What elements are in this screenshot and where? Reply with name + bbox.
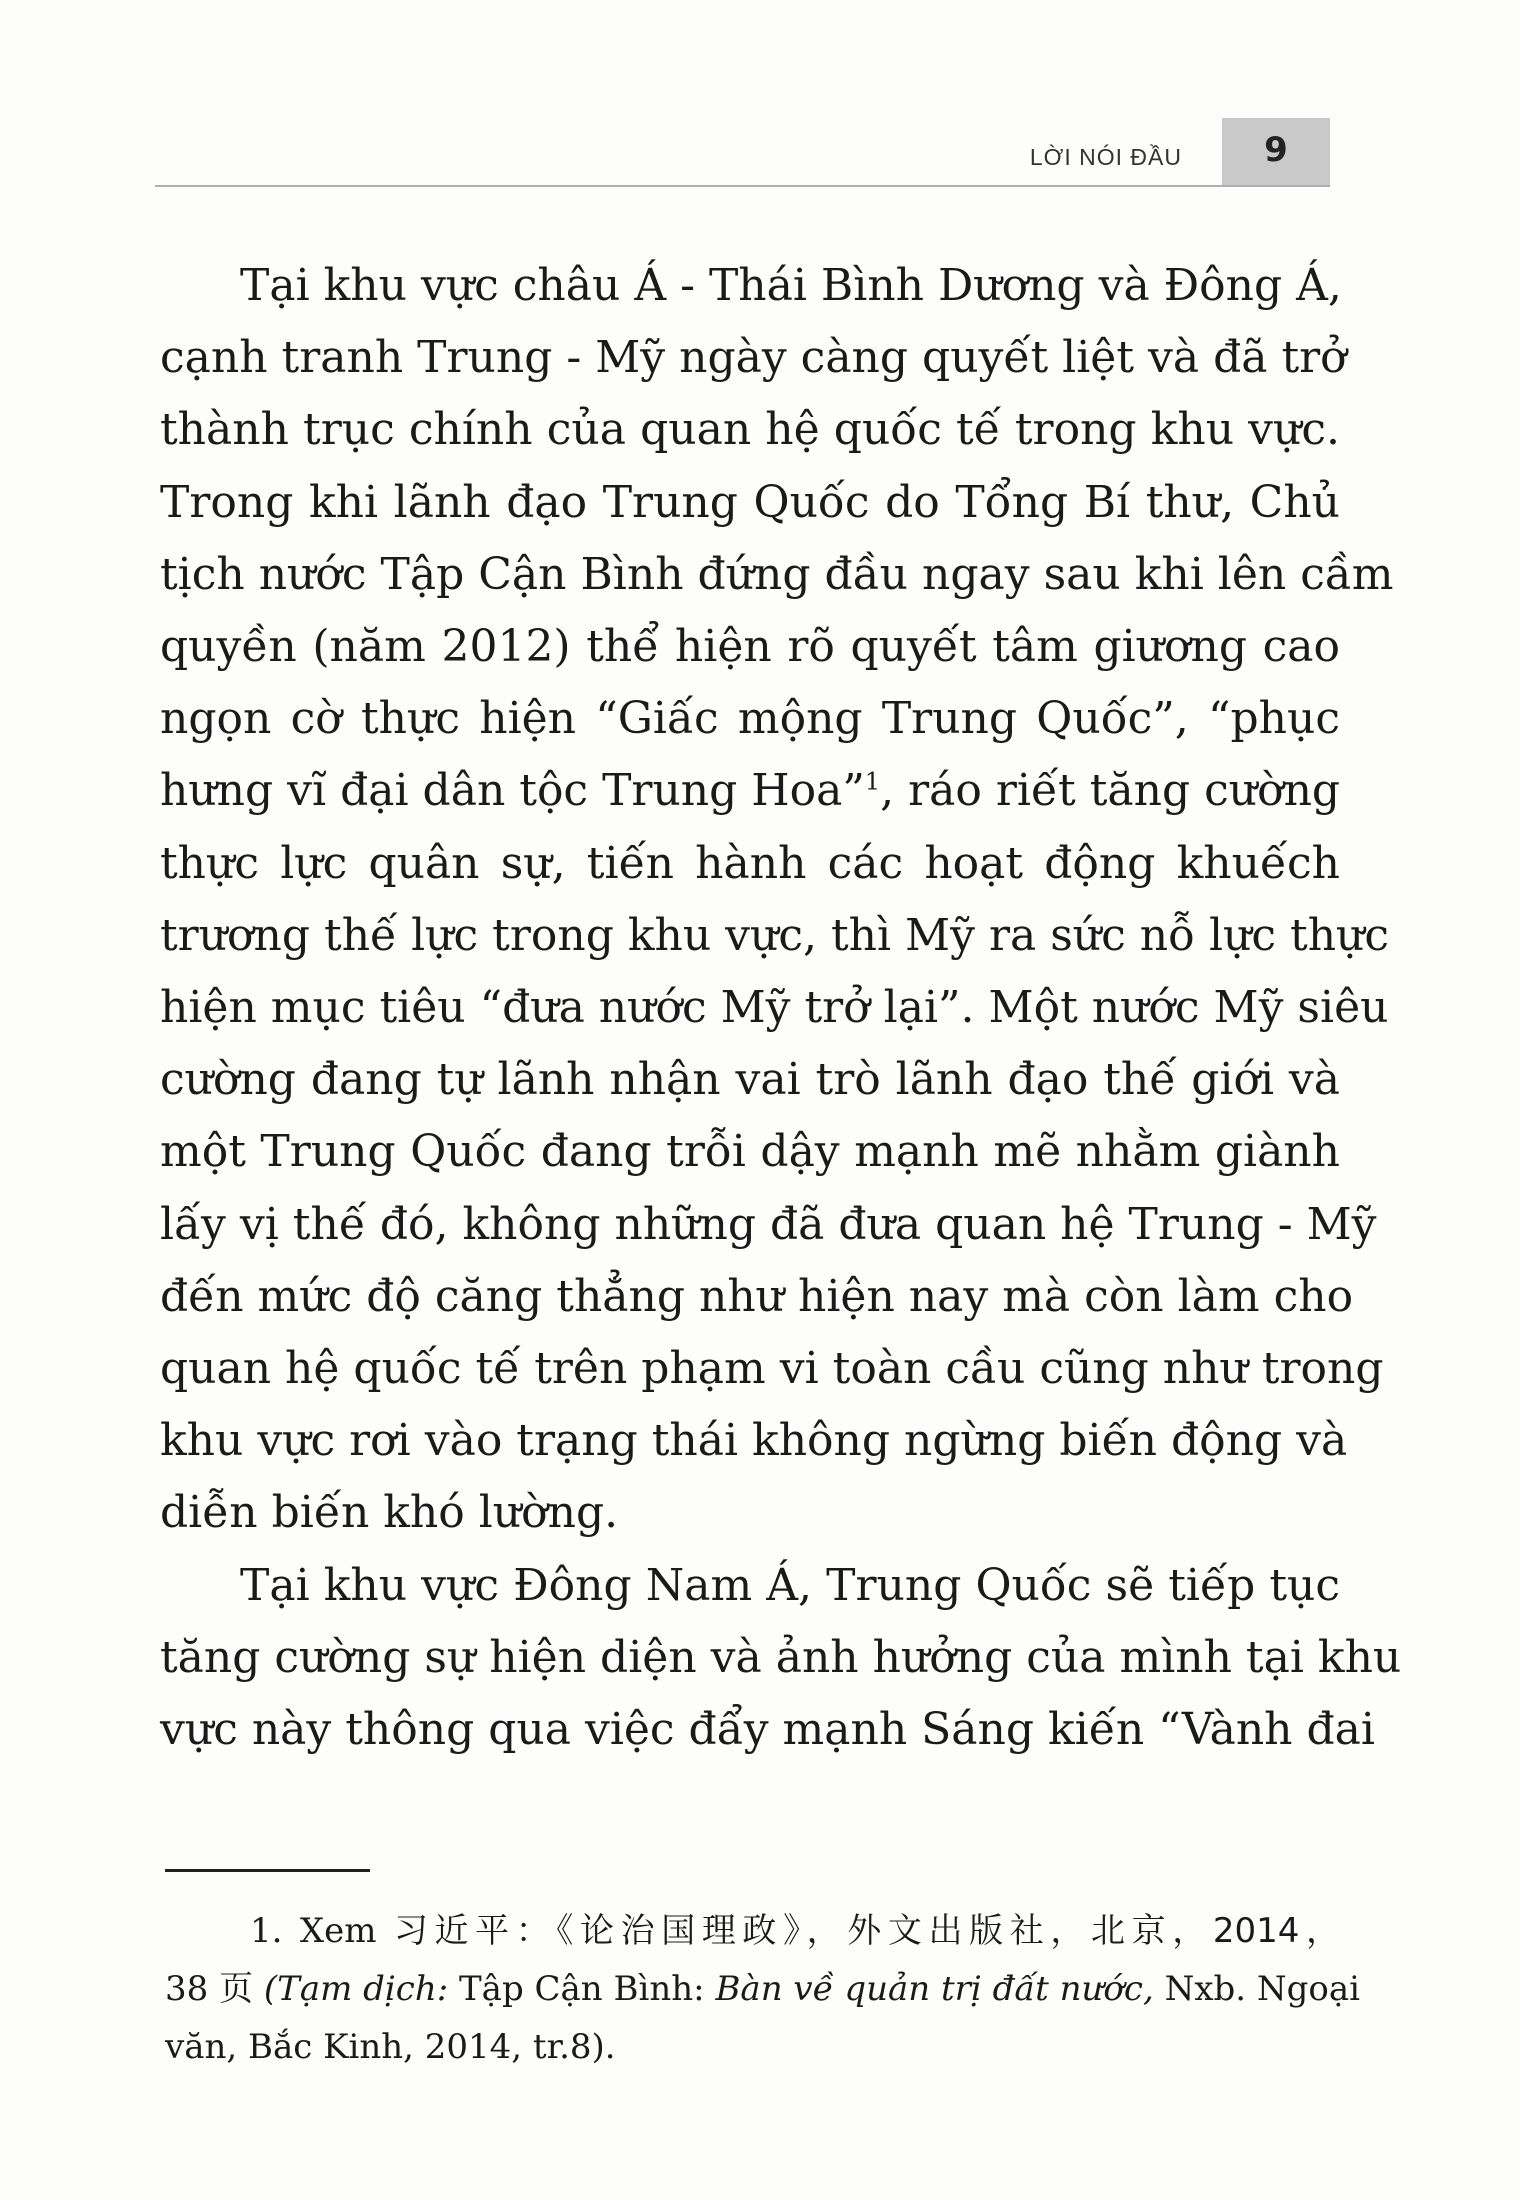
text-line: quyền (năm 2012) thể hiện rõ quyết tâm giương cao — [160, 621, 1340, 673]
text-line: lấy vị thế đó, không những đã đưa quan hệ Trung - Mỹ — [160, 1198, 1377, 1250]
text-line: thành trục chính của quan hệ quốc tế trong khu vực. — [160, 404, 1340, 456]
text-line: Tại khu vực châu Á - Thái Bình Dương và Đông Á, — [240, 260, 1342, 311]
chapter-title: LỜI NÓI ĐẦU — [1029, 144, 1182, 170]
page-number: 9 — [1264, 130, 1288, 170]
text-line: một Trung Quốc đang trỗi dậy mạnh mẽ nhằm giành — [160, 1126, 1340, 1178]
footnote-line: văn, Bắc Kinh, 2014, tr.8). — [165, 2027, 616, 2067]
header-rule — [155, 185, 1330, 187]
text-line: thực lực quân sự, tiến hành các hoạt động khuếch — [160, 837, 1340, 889]
text-line: đến mức độ căng thẳng như hiện nay mà còn làm cho — [160, 1270, 1354, 1322]
running-header — [155, 118, 1330, 188]
text-segment: , ráo riết tăng cường — [880, 765, 1341, 817]
text-line: tịch nước Tập Cận Bình đứng đầu ngay sau khi lên cầm — [160, 548, 1394, 600]
footnote-number: 1. Xem — [250, 1911, 377, 1951]
footnote-publisher: Nxb. Ngoại — [1164, 1969, 1361, 2009]
footnote-separator — [165, 1869, 370, 1872]
text-line: trương thế lực trong khu vực, thì Mỹ ra sức nỗ lực thực — [160, 909, 1390, 961]
text-line: ngọn cờ thực hiện “Giấc mộng Trung Quốc”, “phục — [160, 693, 1340, 745]
body-text — [160, 250, 1402, 1766]
text-segment: hưng vĩ đại dân tộc Trung Hoa” — [160, 765, 865, 817]
text-line: cường đang tự lãnh nhận vai trò lãnh đạo thế giới và — [160, 1054, 1340, 1106]
text-line: hiện mục tiêu “đưa nước Mỹ trở lại”. Một nước Mỹ siêu — [160, 982, 1389, 1034]
text-line: Trong khi lãnh đạo Trung Quốc do Tổng Bí thư, Chủ — [160, 476, 1340, 528]
footnote-line — [165, 1902, 1340, 1960]
footnote-tam-dich-label: (Tạm dịch: — [263, 1969, 449, 2009]
footnote-reference[interactable]: 1 — [864, 767, 881, 796]
text-line: diễn biến khó lường. — [160, 1487, 619, 1539]
text-line: vực này thông qua việc đẩy mạnh Sáng kiến “Vành đai — [160, 1704, 1375, 1756]
footnote-pages: 38 页 — [165, 1969, 254, 2009]
text-line: tăng cường sự hiện diện và ảnh hưởng của mình tại khu — [160, 1631, 1402, 1683]
footnote-author: Tập Cận Bình: — [459, 1969, 705, 2009]
footnote-line — [165, 1960, 1361, 2018]
footnote-book-title: Bàn về quản trị đất nước, — [715, 1969, 1154, 2009]
text-line: Tại khu vực Đông Nam Á, Trung Quốc sẽ tiếp tục — [240, 1559, 1340, 1611]
footnote — [165, 1902, 1361, 2076]
text-line: khu vực rơi vào trạng thái không ngừng biến động và — [160, 1415, 1348, 1467]
page-number-tab — [1222, 118, 1330, 186]
footnote-cjk-reference: 习近平：《论治国理政》，外文出版社，北京，2014， — [393, 1911, 1340, 1951]
text-line-with-footnote — [160, 755, 1340, 827]
text-line: quan hệ quốc tế trên phạm vi toàn cầu cũng như trong — [160, 1343, 1384, 1395]
text-line: cạnh tranh Trung - Mỹ ngày càng quyết liệt và đã trở — [160, 332, 1347, 384]
